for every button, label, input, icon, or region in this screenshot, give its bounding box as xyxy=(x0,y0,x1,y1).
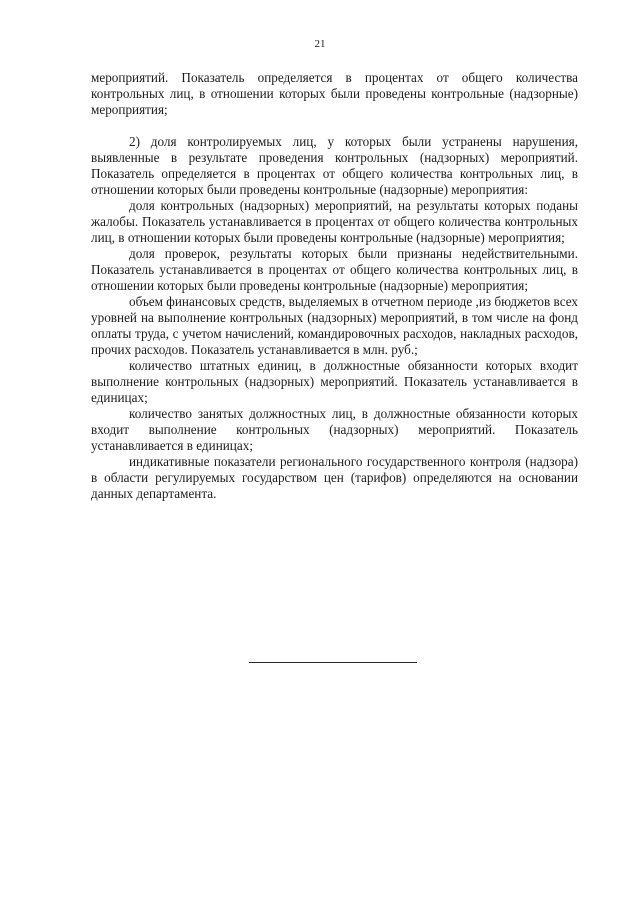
document-body xyxy=(91,70,578,502)
end-separator-line xyxy=(249,662,417,663)
paragraph-complaints-share: доля контрольных (надзорных) мероприятий, на результаты которых поданы жалобы. Показатель устанавливается в процентах от общего количества контрольных лиц, в отношении которых были проведены контрольные (надзорные) мероприятия; xyxy=(91,198,578,245)
paragraph-financial-volume: объем финансовых средств, выделяемых в отчетном периоде ,из бюджетов всех уровней на выполнение контрольных (надзорных) мероприятий, в том числе на фонд оплаты труда, с учетом начислений, командировочных расходов, накладных расходов, прочих расходов. Показатель устанавливается в млн. руб.; xyxy=(91,294,578,357)
paragraph-continuation: мероприятий. Показатель определяется в процентах от общего количества контрольных лиц, в отношении которых были проведены контрольные (надзорные) мероприятия; xyxy=(91,70,578,117)
paragraph-invalid-inspections: доля проверок, результаты которых были признаны недействительными. Показатель устанавливается в процентах от общего количества контрольных лиц, в отношении которых были проведены контрольные (надзорные) мероприятия; xyxy=(91,246,578,293)
paragraph-occupied-positions: количество занятых должностных лиц, в должностные обязанности которых входит выполнение контрольных (надзорных) мероприятий. Показатель устанавливается в единицах; xyxy=(91,406,578,453)
page-number: 21 xyxy=(314,38,326,50)
paragraph-item-2: 2) доля контролируемых лиц, у которых были устранены нарушения, выявленные в результате проведения контрольных (надзорных) мероприятий. Показатель определяется в процентах от общего количества контрольных лиц, в отношении которых были проведены контрольные (надзорные) мероприятия: xyxy=(91,134,578,197)
paragraph-staff-units: количество штатных единиц, в должностные обязанности которых входит выполнение контрольных (надзорных) мероприятий. Показатель устанавливается в единицах; xyxy=(91,358,578,405)
paragraph-indicative-indicators: индикативные показатели регионального государственного контроля (надзора) в области регулируемых государством цен (тарифов) определяются на основании данных департамента. xyxy=(91,454,578,501)
